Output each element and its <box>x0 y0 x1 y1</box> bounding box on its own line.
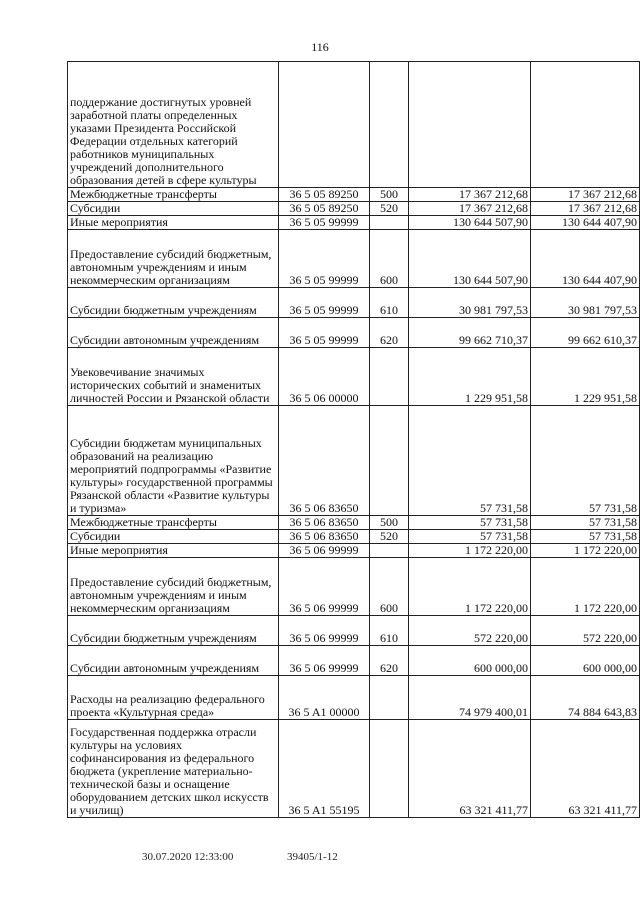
row-expense-type-cell: 620 <box>370 318 409 348</box>
row-code-cell: 36 5 06 83650 <box>279 406 370 516</box>
row-code-cell: 36 5 05 99999 <box>279 216 370 230</box>
table-row <box>68 558 640 616</box>
table-row <box>68 720 640 818</box>
row-sum-1-cell: 63 321 411,77 <box>409 720 531 818</box>
row-sum-2-cell: 572 220,00 <box>531 616 640 646</box>
table-row <box>68 348 640 406</box>
row-name-cell: Субсидии <box>68 530 279 544</box>
table-row <box>68 516 640 530</box>
row-sum-1-cell: 572 220,00 <box>409 616 531 646</box>
row-name-cell: Межбюджетные трансферты <box>68 516 279 530</box>
row-expense-type-cell: 500 <box>370 516 409 530</box>
table-row <box>68 188 640 202</box>
row-expense-type-cell: 610 <box>370 288 409 318</box>
footer-doc-id: 39405/1-12 <box>287 851 338 863</box>
row-expense-type-cell <box>370 348 409 406</box>
row-sum-1-cell: 1 172 220,00 <box>409 558 531 616</box>
row-expense-type-cell: 610 <box>370 616 409 646</box>
table-row <box>68 616 640 646</box>
table-row <box>68 530 640 544</box>
table-row <box>68 202 640 216</box>
row-name-cell: Субсидии бюджетным учреждениям <box>68 288 279 318</box>
row-sum-1-cell: 30 981 797,53 <box>409 288 531 318</box>
row-name-cell: Субсидии автономным учреждениям <box>68 318 279 348</box>
row-sum-1-cell: 130 644 507,90 <box>409 230 531 288</box>
row-code-cell: 36 5 06 00000 <box>279 348 370 406</box>
row-expense-type-cell <box>370 406 409 516</box>
row-sum-1-cell: 99 662 710,37 <box>409 318 531 348</box>
row-name-cell: Субсидии <box>68 202 279 216</box>
row-sum-2-cell: 30 981 797,53 <box>531 288 640 318</box>
row-sum-2-cell: 57 731,58 <box>531 530 640 544</box>
row-sum-2-cell: 17 367 212,68 <box>531 188 640 202</box>
row-sum-1-cell: 57 731,58 <box>409 516 531 530</box>
row-sum-2-cell: 74 884 643,83 <box>531 676 640 720</box>
row-code-cell <box>279 62 370 188</box>
row-sum-2-cell <box>531 62 640 188</box>
row-expense-type-cell: 620 <box>370 646 409 676</box>
row-name-cell: Межбюджетные трансферты <box>68 188 279 202</box>
row-sum-2-cell: 1 172 220,00 <box>531 558 640 616</box>
row-expense-type-cell <box>370 62 409 188</box>
row-expense-type-cell: 600 <box>370 558 409 616</box>
row-name-cell: Иные мероприятия <box>68 544 279 558</box>
budget-table-body <box>68 62 640 818</box>
row-name-cell: Субсидии автономным учреждениям <box>68 646 279 676</box>
row-expense-type-cell <box>370 216 409 230</box>
row-expense-type-cell <box>370 720 409 818</box>
row-expense-type-cell <box>370 676 409 720</box>
row-sum-2-cell: 57 731,58 <box>531 406 640 516</box>
row-name-cell: Расходы на реализацию федерального проекта «Культурная среда» <box>68 676 279 720</box>
row-code-cell: 36 5 06 99999 <box>279 558 370 616</box>
row-expense-type-cell: 500 <box>370 188 409 202</box>
row-code-cell: 36 5 06 99999 <box>279 544 370 558</box>
row-sum-2-cell: 1 172 220,00 <box>531 544 640 558</box>
table-row <box>68 318 640 348</box>
row-name-cell: Предоставление субсидий бюджетным, автономным учреждениям и иным некоммерческим организациям <box>68 230 279 288</box>
row-sum-1-cell: 17 367 212,68 <box>409 202 531 216</box>
row-code-cell: 36 5 A1 00000 <box>279 676 370 720</box>
row-sum-2-cell: 130 644 407,90 <box>531 230 640 288</box>
row-code-cell: 36 5 A1 55195 <box>279 720 370 818</box>
table-row <box>68 676 640 720</box>
row-sum-1-cell: 1 229 951,58 <box>409 348 531 406</box>
table-row <box>68 406 640 516</box>
row-sum-1-cell: 1 172 220,00 <box>409 544 531 558</box>
row-sum-1-cell: 57 731,58 <box>409 530 531 544</box>
table-row <box>68 288 640 318</box>
table-row <box>68 62 640 188</box>
row-expense-type-cell: 520 <box>370 530 409 544</box>
row-sum-2-cell: 57 731,58 <box>531 516 640 530</box>
row-code-cell: 36 5 05 99999 <box>279 230 370 288</box>
row-code-cell: 36 5 06 83650 <box>279 516 370 530</box>
row-name-cell: поддержание достигнутых уровней заработной платы определенных указами Президента Российской Федерации отдельных категорий работников муниципальных учреждений дополнительного образования детей в сфере культуры <box>68 62 279 188</box>
row-sum-2-cell: 130 644 407,90 <box>531 216 640 230</box>
row-name-cell: Субсидии бюджетным учреждениям <box>68 616 279 646</box>
row-sum-1-cell: 74 979 400,01 <box>409 676 531 720</box>
row-sum-1-cell <box>409 62 531 188</box>
page-number: 116 <box>311 40 329 54</box>
row-sum-2-cell: 17 367 212,68 <box>531 202 640 216</box>
row-name-cell: Предоставление субсидий бюджетным, автономным учреждениям и иным некоммерческим организациям <box>68 558 279 616</box>
row-expense-type-cell <box>370 544 409 558</box>
table-row <box>68 544 640 558</box>
table-row <box>68 230 640 288</box>
footer-datetime: 30.07.2020 12:33:00 <box>142 851 234 863</box>
row-name-cell: Иные мероприятия <box>68 216 279 230</box>
row-expense-type-cell: 600 <box>370 230 409 288</box>
budget-table <box>67 61 640 818</box>
row-code-cell: 36 5 05 99999 <box>279 288 370 318</box>
table-row <box>68 646 640 676</box>
row-sum-2-cell: 99 662 610,37 <box>531 318 640 348</box>
row-sum-1-cell: 130 644 507,90 <box>409 216 531 230</box>
row-sum-1-cell: 57 731,58 <box>409 406 531 516</box>
row-code-cell: 36 5 05 99999 <box>279 318 370 348</box>
row-code-cell: 36 5 05 89250 <box>279 188 370 202</box>
row-sum-1-cell: 17 367 212,68 <box>409 188 531 202</box>
row-sum-2-cell: 63 321 411,77 <box>531 720 640 818</box>
row-name-cell: Увековечивание значимых исторических событий и знаменитых личностей России и Рязанской области <box>68 348 279 406</box>
table-row <box>68 216 640 230</box>
row-sum-2-cell: 1 229 951,58 <box>531 348 640 406</box>
row-code-cell: 36 5 05 89250 <box>279 202 370 216</box>
row-name-cell: Государственная поддержка отрасли культуры на условиях софинансирования из федерального бюджета (укрепление материально-технической базы и оснащение оборудованием детских школ искусств и училищ) <box>68 720 279 818</box>
row-code-cell: 36 5 06 99999 <box>279 616 370 646</box>
row-code-cell: 36 5 06 83650 <box>279 530 370 544</box>
row-expense-type-cell: 520 <box>370 202 409 216</box>
row-name-cell: Субсидии бюджетам муниципальных образований на реализацию мероприятий подпрограммы «Развитие культуры» государственной программы Рязанской области «Развитие культуры и туризма» <box>68 406 279 516</box>
row-code-cell: 36 5 06 99999 <box>279 646 370 676</box>
row-sum-1-cell: 600 000,00 <box>409 646 531 676</box>
row-sum-2-cell: 600 000,00 <box>531 646 640 676</box>
